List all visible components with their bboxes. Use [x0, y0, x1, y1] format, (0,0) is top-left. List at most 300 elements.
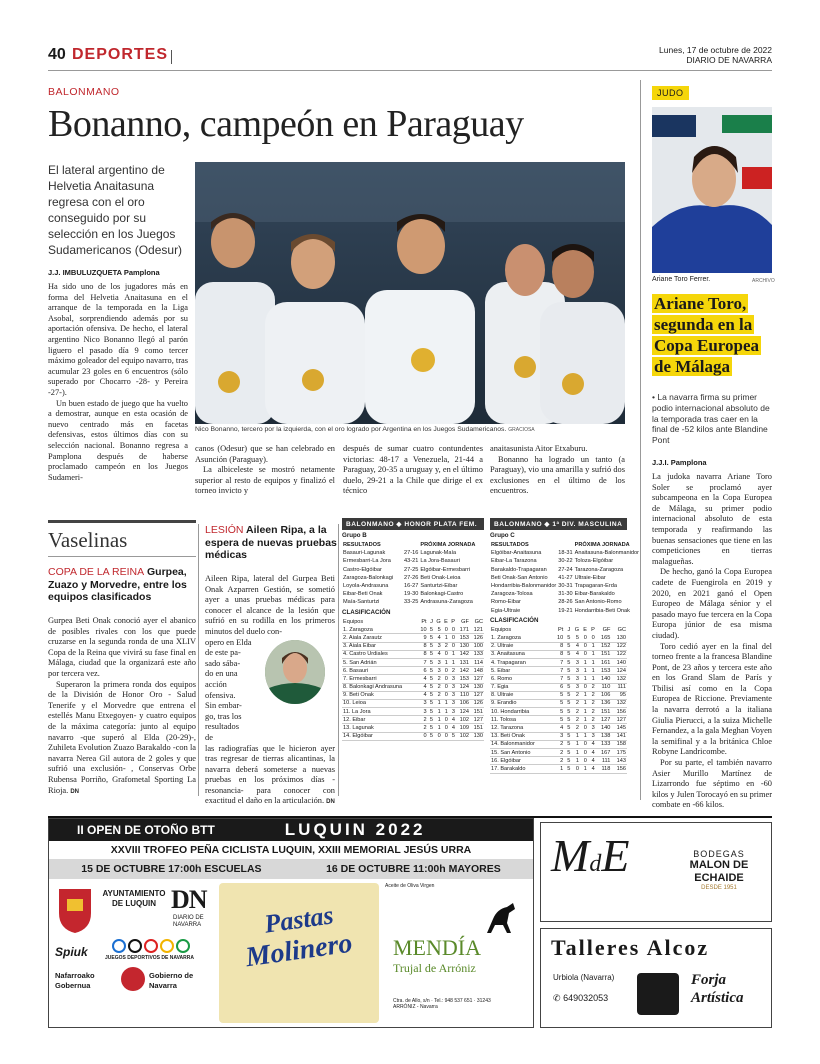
- bodegas-name: MALON DE ECHAIDE: [689, 859, 749, 884]
- paragraph-text: Superaron la primera ronda dos equipos de la División de Honor Oro - Salud Tenerife y el Morvedre que entrena el estellés Manu Etxegoyen- y cuatro equipos de la máxima categoría: junto al equipo navarro -que superó al Elda (20-29)-, Zuhileta Evolution Zuazo Barakaldo -con la navarra Nerea Gil autora de 2 goles y que sufrió una exclusión- , Conservas Orbe Rubensa Porriño, Grafometal Sporting La Rioja.: [48, 679, 196, 795]
- team-name: 13. Beti Onak: [490, 732, 553, 740]
- class-label: CLASIFICACIÓN: [342, 608, 391, 616]
- bodegas-text: [669, 849, 769, 891]
- team-name: 13. Lagunak: [342, 724, 417, 732]
- navarra-shield-icon: [121, 967, 145, 991]
- judo-kicker: JUDO: [652, 86, 689, 100]
- stat-cell: 5: [564, 675, 571, 683]
- stat-cell: 3: [571, 667, 580, 675]
- stat-cell: 0: [580, 634, 588, 642]
- stat-cell: 7: [553, 658, 564, 666]
- ad-date1: 15 DE OCTUBRE 17:00h ESCUELAS: [81, 863, 262, 875]
- divider: [171, 50, 172, 64]
- stat-cell: 5: [428, 708, 434, 716]
- stat-cell: 3: [571, 675, 580, 683]
- stat-cell: 133: [596, 740, 612, 748]
- next-match: Santurtzi-Eibar: [420, 583, 458, 590]
- column-header: E: [444, 618, 448, 625]
- results-body: [342, 549, 484, 606]
- classification-body: [490, 634, 627, 773]
- table-row: [490, 699, 627, 707]
- stat-cell: 4: [417, 675, 427, 683]
- next-match: Andrasuna-Zaragoza: [420, 599, 473, 606]
- paragraph: Toro cedió ayer en la final del torneo frente a la francesa Blandine Pont, de 23 años y tercera este año en los Grand Slam de París y Tbilisi así como en la Copa Europea de Riccione. Previamente la navarra derrotó a la italiana Giulia Pierucci, a la suiza Michelle Fernandez, a la gala Meghan Voyen la semifinal y a la británica Chloe Robyne Landricombe.: [652, 641, 772, 757]
- next-match: Toloza-Elgóibar: [574, 558, 614, 565]
- stat-cell: 140: [596, 724, 612, 732]
- stat-cell: 2: [571, 708, 580, 716]
- score: 16-27: [404, 583, 419, 590]
- molinero-word: Molinero: [243, 927, 355, 974]
- stat-cell: 124: [456, 683, 470, 691]
- stat-cell: 3: [449, 675, 456, 683]
- paragraph: La albiceleste se mostró netamente superior al resto de equipos y finalizó el torneo invicto y: [195, 465, 335, 496]
- wrap-line: Sin embar-: [205, 701, 242, 711]
- stat-cell: 1: [588, 675, 596, 683]
- stat-cell: 5: [428, 626, 434, 634]
- bodegas-since: DESDE 1951: [701, 885, 737, 891]
- stat-cell: 5: [564, 650, 571, 658]
- ad-line1: II OPEN DE OTOÑO BTT: [77, 823, 215, 837]
- stat-cell: 5: [564, 732, 571, 740]
- stat-cell: 1: [580, 716, 588, 724]
- stat-cell: 0: [442, 667, 449, 675]
- next-match: La Jora-Basauri: [420, 558, 460, 565]
- stat-cell: 1: [434, 716, 442, 724]
- paragraph: Aileen Ripa, lateral del Gurpea Beti Onak Azparren Gestión, se sometió ayer a unas pruebas médicas para conocer el alcance de la lesión que sufrió en su rodilla en los primeros minutos del duelo con-: [205, 574, 335, 636]
- stat-cell: 4: [449, 716, 456, 724]
- results-body: [490, 549, 640, 615]
- table-row: [342, 691, 484, 699]
- stat-cell: 127: [596, 716, 612, 724]
- column-header: Equipos: [491, 626, 512, 633]
- match: Loyola-Andrasuna: [343, 583, 389, 590]
- table-row: [342, 708, 484, 716]
- stat-cell: 4: [417, 691, 427, 699]
- match: Eibar-Beti Onak: [343, 591, 383, 598]
- results-row: [342, 549, 484, 557]
- mendia-tagline: Aceite de Oliva Virgen: [385, 883, 435, 889]
- section-title: DEPORTES: [72, 46, 169, 63]
- stat-cell: 5: [564, 724, 571, 732]
- gob-es: Gobierno de Navarra: [149, 971, 194, 990]
- page-number: 40: [48, 46, 66, 63]
- stat-cell: 2: [553, 757, 564, 765]
- next-match: Elgóibar-Ermesbarri: [420, 566, 471, 573]
- article-column-3: [343, 444, 483, 497]
- stat-cell: 110: [596, 683, 612, 691]
- stat-cell: 132: [611, 699, 627, 707]
- article-photo: [195, 162, 625, 424]
- judo-credit: ARCHIVO: [752, 278, 775, 284]
- stat-cell: 2: [417, 716, 427, 724]
- table-head-row: [342, 618, 484, 626]
- stat-cell: 1: [580, 667, 588, 675]
- stat-cell: 127: [470, 691, 484, 699]
- table-row: [342, 634, 484, 642]
- stat-cell: 0: [449, 642, 456, 650]
- judo-body: [652, 472, 772, 811]
- bodegas-word: BODEGAS: [693, 849, 745, 859]
- stat-cell: 140: [596, 675, 612, 683]
- stat-cell: 0: [442, 626, 449, 634]
- stat-cell: 0: [580, 724, 588, 732]
- stat-cell: 152: [596, 642, 612, 650]
- score: 18-31: [558, 550, 573, 557]
- judo-byline: [652, 458, 707, 467]
- athlete-photo-illustration: [652, 107, 772, 273]
- stat-cell: 2: [588, 699, 596, 707]
- ad-line2: XXVIII TROFEO PEÑA CICLISTA LUQUIN, XXIII MEMORIAL JESÚS URRA: [110, 844, 472, 856]
- olympic-rings-icon: [105, 939, 205, 953]
- judo-photo: [652, 107, 772, 273]
- ad-brand: LUQUIN 2022: [284, 820, 426, 839]
- stat-cell: 0: [580, 683, 588, 691]
- table-row: [490, 667, 627, 675]
- results-row: [342, 598, 484, 606]
- dn-name: DIARIO DE NAVARRA: [173, 915, 204, 928]
- team-name: 2. Aiala Zarautz: [342, 634, 417, 642]
- stat-cell: 5: [428, 683, 434, 691]
- wrap-line: de este pa-: [205, 648, 241, 658]
- table-row: [490, 658, 627, 666]
- next-match: Eibar-Barakaldo: [574, 591, 615, 598]
- headline-line: Ariane Toro,: [654, 294, 747, 313]
- results-row: [490, 582, 640, 590]
- next-match: Lagunak-Maía: [420, 550, 457, 557]
- article-headline: Bonanno, campeón en Paraguay: [48, 103, 524, 145]
- ad-date2: 16 DE OCTUBRE 11:00h MAYORES: [326, 863, 501, 875]
- stat-cell: 1: [580, 675, 588, 683]
- stat-cell: 153: [596, 667, 612, 675]
- paragraph: Bonanno ha logrado un tanto (a Paraguay), vio una amarilla y sufrió dos exclusiones en el último de los encuentros.: [490, 454, 625, 496]
- match: Zaragoza-Balonkagi: [343, 574, 394, 581]
- player-portrait-illustration: [265, 640, 325, 704]
- article-column-2: [195, 444, 335, 497]
- paragraph-text: las radiografías que le hicieron ayer tras regresar de tierras alicantinas, la navarra deberá someterse a nuevas pruebas en los próximos días -resonancia- para conocer con exactitud el daño en la articulación.: [205, 743, 335, 806]
- column-header: Equipos: [343, 618, 364, 625]
- stat-cell: 0: [588, 634, 596, 642]
- lesion-headline: [205, 524, 345, 562]
- team-name: 4. Castro Urdiales: [342, 650, 417, 658]
- stat-cell: 2: [588, 683, 596, 691]
- stat-cell: 6: [417, 667, 427, 675]
- paragraph: Un buen estado de juego que ha vuelto a demostrar, aunque en esta ocasión de nuevo centrado más en facetas defensivas, estos últimos días con su selección nacional. Bonanno regresa a Pamplona después de haberse proclamado campeón en los Juegos Sudameri-: [48, 398, 188, 482]
- table-row: [490, 716, 627, 724]
- team-name: 8. Ultraie: [490, 691, 553, 699]
- results-row: [490, 574, 640, 582]
- stat-cell: 9: [417, 634, 427, 642]
- table-row: [490, 757, 627, 765]
- stat-cell: 4: [434, 650, 442, 658]
- column-header: GC: [617, 626, 626, 633]
- bodegas-ad: [540, 822, 772, 922]
- stat-cell: 4: [588, 765, 596, 773]
- stat-cell: 0: [442, 683, 449, 691]
- stat-cell: 1: [553, 765, 564, 773]
- stat-cell: 4: [417, 683, 427, 691]
- ayto-name: AYUNTAMIENTO DE LUQUIN: [102, 889, 166, 908]
- stat-cell: 1: [580, 691, 588, 699]
- stat-cell: 1: [571, 749, 580, 757]
- column-header: P: [591, 626, 595, 633]
- photo-caption: [195, 426, 625, 433]
- table-row: [490, 650, 627, 658]
- stat-cell: 131: [456, 658, 470, 666]
- article-column-1: [48, 282, 188, 483]
- column-header: GF: [602, 626, 611, 633]
- stat-cell: 5: [449, 732, 456, 740]
- column-header: Pt: [557, 626, 564, 633]
- match: Beti Onak-San Antonio: [491, 574, 548, 581]
- stat-cell: 5: [564, 757, 571, 765]
- column-header: GF: [461, 618, 469, 625]
- stat-cell: 0: [571, 765, 580, 773]
- table-row: [342, 724, 484, 732]
- team-name: 5. San Adrián: [342, 658, 417, 666]
- team-name: 11. Tolosa: [490, 716, 553, 724]
- newspaper-name: DIARIO DE NAVARRA: [686, 55, 772, 65]
- results-row: [490, 557, 640, 565]
- credit: DN: [70, 788, 80, 795]
- stat-cell: 0: [442, 724, 449, 732]
- wrap-line: sado sába-: [205, 658, 241, 668]
- team-name: 15. San Antonio: [490, 749, 553, 757]
- stat-cell: 2: [571, 724, 580, 732]
- stat-cell: 1: [442, 658, 449, 666]
- next-match: Ultraie-Eibar: [574, 574, 606, 581]
- stat-cell: 1: [434, 708, 442, 716]
- paragraph: [205, 744, 335, 809]
- stat-cell: 165: [596, 634, 612, 642]
- ad-dates: [49, 859, 533, 879]
- stat-cell: 1: [442, 708, 449, 716]
- team-name: 9. Erandio: [490, 699, 553, 707]
- stat-cell: 2: [553, 740, 564, 748]
- results-row: [342, 582, 484, 590]
- next-label: PRÓXIMA JORNADA: [574, 542, 630, 549]
- table-row: [342, 667, 484, 675]
- stat-cell: 5: [564, 667, 571, 675]
- table-header-bar: BALONMANO ◆ HONOR PLATA FEM.: [342, 518, 484, 530]
- stat-cell: 102: [456, 716, 470, 724]
- stat-cell: 1: [580, 708, 588, 716]
- stat-cell: 153: [456, 634, 470, 642]
- score: 30-31: [558, 583, 573, 590]
- table-row: [342, 658, 484, 666]
- wrap-column: [205, 638, 263, 744]
- stat-cell: 1: [588, 650, 596, 658]
- results-row: [490, 598, 640, 606]
- stat-cell: 106: [596, 691, 612, 699]
- stat-cell: 122: [611, 650, 627, 658]
- stat-cell: 5: [428, 667, 434, 675]
- stat-cell: 167: [596, 749, 612, 757]
- column-header: Pt: [421, 618, 427, 625]
- horse-icon: [481, 899, 521, 939]
- team-name: 7. Ermesbarri: [342, 675, 417, 683]
- stat-cell: 10: [417, 626, 427, 634]
- wrap-line: go, tras los: [205, 711, 242, 721]
- stat-cell: 1: [434, 724, 442, 732]
- stat-cell: 5: [564, 642, 571, 650]
- match: Zaragoza-Tolosa: [491, 591, 533, 598]
- stat-cell: 4: [553, 724, 564, 732]
- stat-cell: 2: [553, 749, 564, 757]
- headline-line: segunda en la: [654, 315, 753, 334]
- talleres-ad: [540, 928, 772, 1028]
- table-row: [342, 716, 484, 724]
- match: Ermesbarri-La Jora: [343, 558, 391, 565]
- headline-line: de Málaga: [654, 357, 731, 376]
- standings-table-c: [490, 518, 639, 774]
- forja-word: Forja: [691, 972, 727, 988]
- phone-icon: ✆: [553, 993, 561, 1003]
- stat-cell: 140: [611, 658, 627, 666]
- stat-cell: 148: [470, 667, 484, 675]
- stat-cell: 4: [434, 634, 442, 642]
- stat-cell: 5: [553, 691, 564, 699]
- stat-cell: 141: [611, 732, 627, 740]
- team-name: 8. Balonkagi Andrasuna: [342, 683, 417, 691]
- stat-cell: 7: [553, 675, 564, 683]
- stat-cell: 1: [571, 740, 580, 748]
- table-row: [490, 765, 627, 773]
- table-row: [490, 724, 627, 732]
- stat-cell: 3: [449, 691, 456, 699]
- match: Romo-Eibar: [491, 599, 521, 606]
- stat-cell: 5: [428, 732, 434, 740]
- column-divider: [198, 524, 199, 796]
- column-divider: [338, 524, 339, 796]
- stat-cell: 5: [553, 716, 564, 724]
- stat-cell: 5: [428, 699, 434, 707]
- score: 31-30: [558, 591, 573, 598]
- match: Elgóibar-Anaitasuna: [491, 550, 542, 557]
- stat-cell: 130: [456, 642, 470, 650]
- stat-cell: 8: [553, 642, 564, 650]
- stat-cell: 4: [449, 724, 456, 732]
- results-table: [342, 541, 484, 607]
- stat-cell: 7: [417, 658, 427, 666]
- stat-cell: 8: [553, 650, 564, 658]
- stat-cell: 2: [434, 683, 442, 691]
- table-row: [490, 642, 627, 650]
- stat-cell: 1: [449, 658, 456, 666]
- stat-cell: 5: [428, 724, 434, 732]
- stat-cell: 1: [580, 765, 588, 773]
- team-name: 10. Hondarribia: [490, 708, 553, 716]
- stat-cell: 4: [588, 749, 596, 757]
- stat-cell: 138: [596, 732, 612, 740]
- team-name: 7. Egia: [490, 683, 553, 691]
- table-row: [490, 691, 627, 699]
- article-kicker: BALONMANO: [48, 86, 120, 98]
- stat-cell: 5: [428, 691, 434, 699]
- mendia-sub: Trujal de Arróniz: [393, 961, 476, 975]
- stat-cell: 10: [553, 634, 564, 642]
- stat-cell: 4: [571, 642, 580, 650]
- stat-cell: 127: [470, 675, 484, 683]
- score: 27-26: [404, 574, 419, 581]
- match: Basauri-Lagunak: [343, 550, 386, 557]
- score: 27-24: [558, 566, 573, 573]
- team-name: 1. Zaragoza: [490, 634, 553, 642]
- stat-cell: 4: [588, 740, 596, 748]
- stat-cell: 2: [588, 708, 596, 716]
- stat-cell: 5: [571, 634, 580, 642]
- team-name: 14. Balonmanidor: [490, 740, 553, 748]
- stat-cell: 5: [564, 683, 571, 691]
- table-row: [342, 626, 484, 634]
- stat-cell: 0: [449, 634, 456, 642]
- results-row: [342, 557, 484, 565]
- next-match: Anaitasuna-Balonmanidor: [574, 550, 639, 557]
- stat-cell: 1: [449, 650, 456, 658]
- stat-cell: 2: [571, 691, 580, 699]
- class-label: CLASIFICACIÓN: [490, 616, 539, 624]
- column-header: J: [567, 626, 571, 633]
- table-row: [342, 675, 484, 683]
- forja-text: [691, 971, 744, 1007]
- table-row: [490, 708, 627, 716]
- stat-cell: 0: [580, 650, 588, 658]
- stat-cell: 0: [417, 732, 427, 740]
- score: 43-21: [404, 558, 419, 565]
- mendia-address: Ctra. de Allo, s/n · Tel.: 948 537 651 · 31243 ARRÓNIZ - Navarra: [393, 998, 491, 1010]
- stat-cell: 2: [434, 691, 442, 699]
- results-label: RESULTADOS: [343, 542, 381, 549]
- next-match: San Antonio-Romo: [574, 599, 622, 606]
- stat-cell: 100: [470, 642, 484, 650]
- group-label: Grupo B: [342, 532, 367, 539]
- table-head-row: [490, 626, 627, 634]
- team-name: 6. Basauri: [342, 667, 417, 675]
- stat-cell: 0: [442, 675, 449, 683]
- stat-cell: 111: [596, 757, 612, 765]
- gob-eu: Nafarroako Gobernua: [55, 971, 95, 990]
- results-row: [342, 566, 484, 574]
- wrap-line: ofensiva.: [205, 690, 236, 700]
- stat-cell: 127: [470, 716, 484, 724]
- results-row: [490, 549, 640, 557]
- table-row: [342, 732, 484, 740]
- table-row: [342, 642, 484, 650]
- byline-author: J.J.I. Pamplona: [652, 458, 707, 467]
- bodegas-monogram: MdE: [551, 830, 630, 881]
- jdn-name: JUEGOS DEPORTIVOS DE NAVARRA: [105, 955, 194, 961]
- stat-cell: 3: [434, 658, 442, 666]
- score: 27-16: [404, 550, 419, 557]
- mendia-ad: [385, 883, 529, 1023]
- next-match: Trapagaran-Erda: [574, 583, 617, 590]
- team-name: 14. Elgóibar: [342, 732, 417, 740]
- results-row: [342, 590, 484, 598]
- score: 19-21: [558, 607, 573, 614]
- caption-credit: GRACIOSA: [508, 427, 535, 433]
- date-line: [659, 45, 772, 65]
- stat-cell: 5: [564, 691, 571, 699]
- stat-cell: 3: [588, 732, 596, 740]
- stat-cell: 175: [611, 749, 627, 757]
- stat-cell: 5: [564, 634, 571, 642]
- score: 19-30: [404, 591, 419, 598]
- paragraph: Gurpea Beti Onak conoció ayer el abanico de posibles rivales con los que puede cruzarse en la segunda ronda de una XLIV Copa de la Reina que vivirá su fase final en Málaga, ciudad que la organizará este año por tercera vez.: [48, 616, 196, 678]
- stat-cell: 5: [564, 740, 571, 748]
- stat-cell: 3: [434, 667, 442, 675]
- stat-cell: 0: [442, 650, 449, 658]
- stat-cell: 5: [564, 708, 571, 716]
- spiuk-logo: Spiuk: [55, 945, 88, 959]
